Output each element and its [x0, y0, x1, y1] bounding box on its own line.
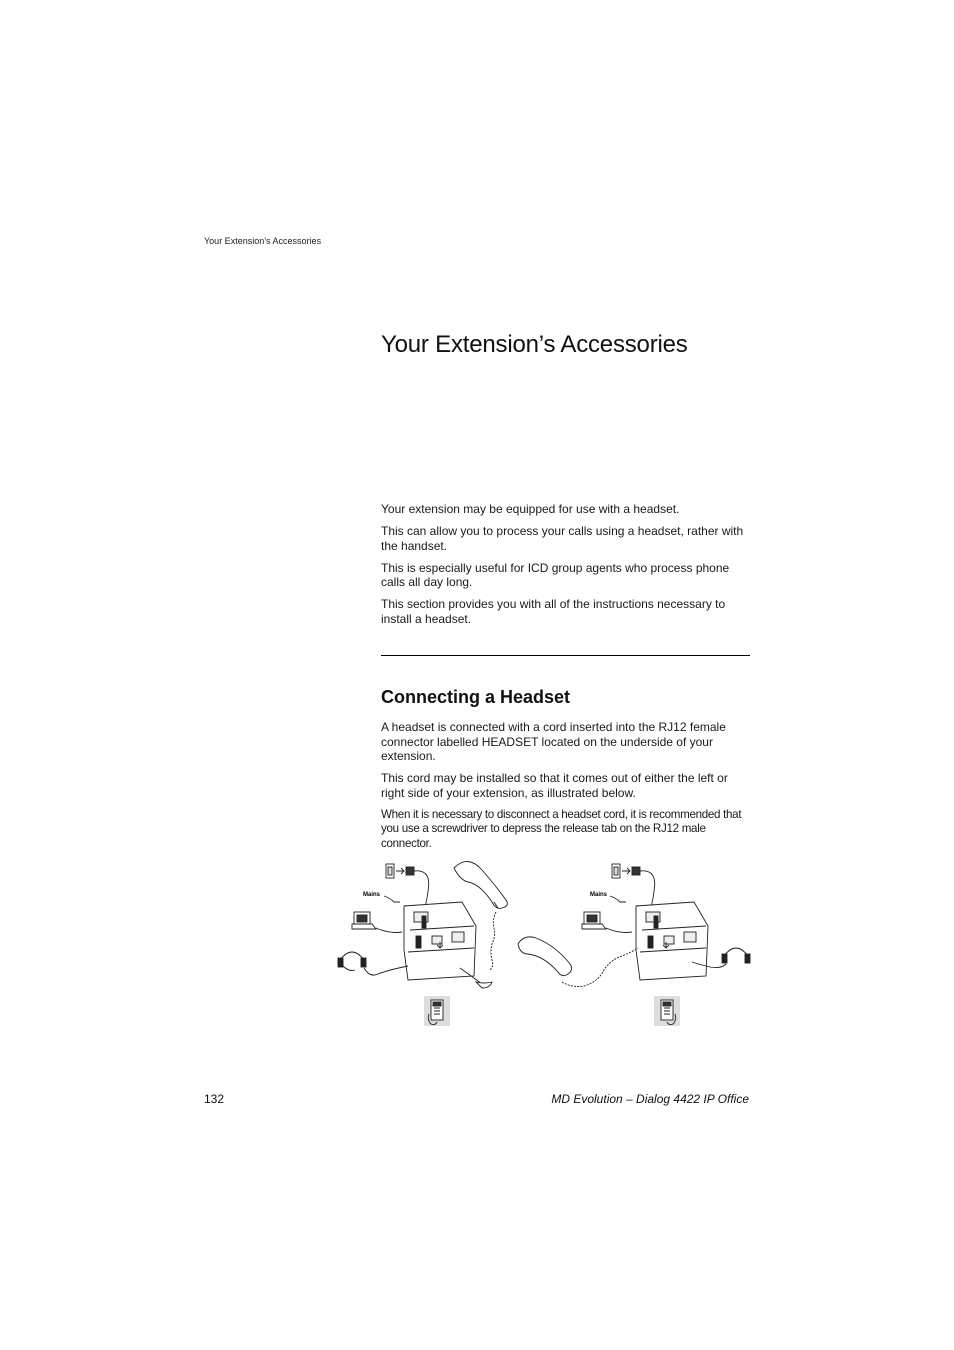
section-paragraph-2: This cord may be installed so that it comes out of either the left or right side of your extension, as illustrated below.: [381, 771, 728, 800]
headset-icon: [338, 952, 408, 975]
headset-connection-illustration: [336, 856, 754, 1028]
running-header: Your Extension’s Accessories: [204, 236, 322, 246]
intro-paragraph-4: This section provides you with all of the instructions necessary to install a headset.: [381, 597, 726, 626]
wall-socket-icon: [386, 864, 414, 878]
right-diagram: [518, 864, 750, 1026]
desk-phone-icon-left: [424, 996, 450, 1026]
intro-paragraph-2: This can allow you to process your calls using a headset, rather with the handset.: [381, 524, 744, 553]
section-paragraph-3: When it is necessary to disconnect a headset cord, it is recommended that you use a screwdriver to depress the release tab on the RJ12 male connector.: [381, 807, 742, 850]
telephone-base-icon: [636, 902, 708, 980]
section-divider: [381, 655, 750, 656]
page-number: 132: [204, 1092, 225, 1106]
telephone-base-icon: [404, 902, 476, 980]
intro-paragraph-3: This is especially useful for ICD group agents who process phone calls all day long.: [381, 560, 730, 589]
section-text: [381, 720, 753, 859]
wall-socket-icon: [612, 864, 640, 878]
mains-label-right: Mains: [590, 892, 608, 898]
footer-product-name: MD Evolution – Dialog 4422 IP Office: [551, 1092, 749, 1106]
intro-paragraph-1: Your extension may be equipped for use with a headset.: [381, 502, 680, 516]
computer-icon: [582, 912, 606, 929]
handset-icon: [518, 937, 638, 987]
intro-text: [381, 502, 753, 634]
mains-label-left: Mains: [363, 892, 381, 898]
desk-phone-icon-right: [654, 996, 680, 1026]
section-title: Connecting a Headset: [381, 687, 571, 707]
computer-icon: [352, 912, 376, 929]
chapter-title: Your Extension’s Accessories: [381, 331, 688, 358]
section-paragraph-1: A headset is connected with a cord inserted into the RJ12 female connector labelled HEADSET located on the underside of your extension.: [381, 720, 726, 763]
left-diagram: [338, 861, 507, 1026]
